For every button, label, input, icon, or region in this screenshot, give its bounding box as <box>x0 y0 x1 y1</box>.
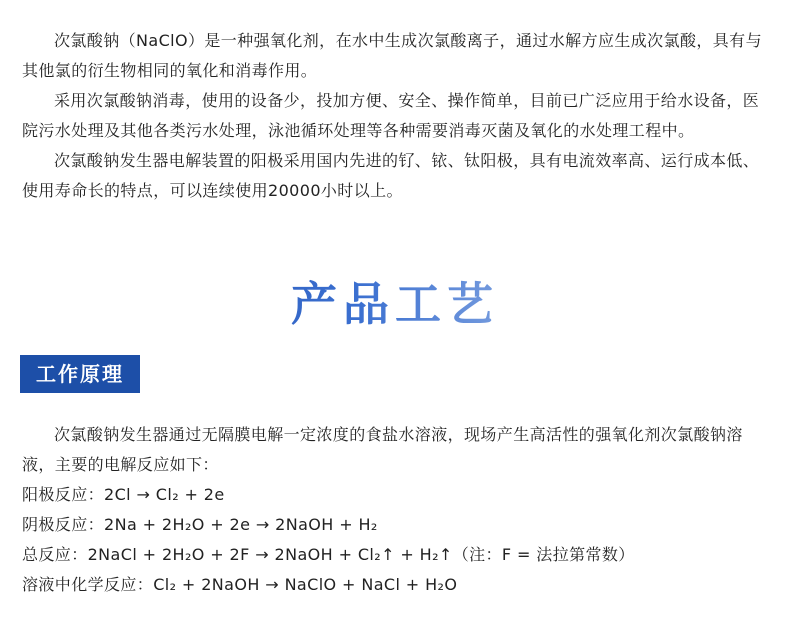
intro-paragraph-1: 次氯酸钠（NaClO）是一种强氧化剂，在水中生成次氯酸离子，通过水解方应生成次氯酸，具有与其他氯的衍生物相同的氧化和消毒作用。 <box>22 31 762 80</box>
intro-paragraph-3: 次氯酸钠发生器电解装置的阳极采用国内先进的钌、铱、钛阳极，具有电流效率高、运行成本低、使用寿命长的特点，可以连续使用20000小时以上。 <box>22 151 760 200</box>
reaction-solution: 溶液中化学反应：Cl₂ + 2NaOH → NaClO + NaCl + H₂O <box>22 575 458 594</box>
reaction-cathode: 阴极反应：2Na + 2H₂O + 2e → 2NaOH + H₂ <box>22 515 378 534</box>
reaction-anode: 阳极反应：2Cl → Cl₂ + 2e <box>22 485 225 504</box>
intro-section <box>22 26 772 206</box>
intro-paragraph-2: 采用次氯酸钠消毒，使用的设备少，投加方便、安全、操作简单，目前已广泛应用于给水设备，医院污水处理及其他各类污水处理，泳池循环处理等各种需要消毒灭菌及氧化的水处理工程中。 <box>22 91 760 140</box>
principle-description: 次氯酸钠发生器通过无隔膜电解一定浓度的食盐水溶液，现场产生高活性的强氧化剂次氯酸钠溶液，主要的电解反应如下： <box>22 425 743 474</box>
working-principle-label: 工作原理 <box>20 355 140 393</box>
principle-section <box>22 420 772 600</box>
reaction-overall: 总反应：2NaCl + 2H₂O + 2F → 2NaOH + Cl₂↑ + H₂↑（注：F = 法拉第常数） <box>22 545 635 564</box>
section-title: 产品工艺 <box>0 268 790 334</box>
